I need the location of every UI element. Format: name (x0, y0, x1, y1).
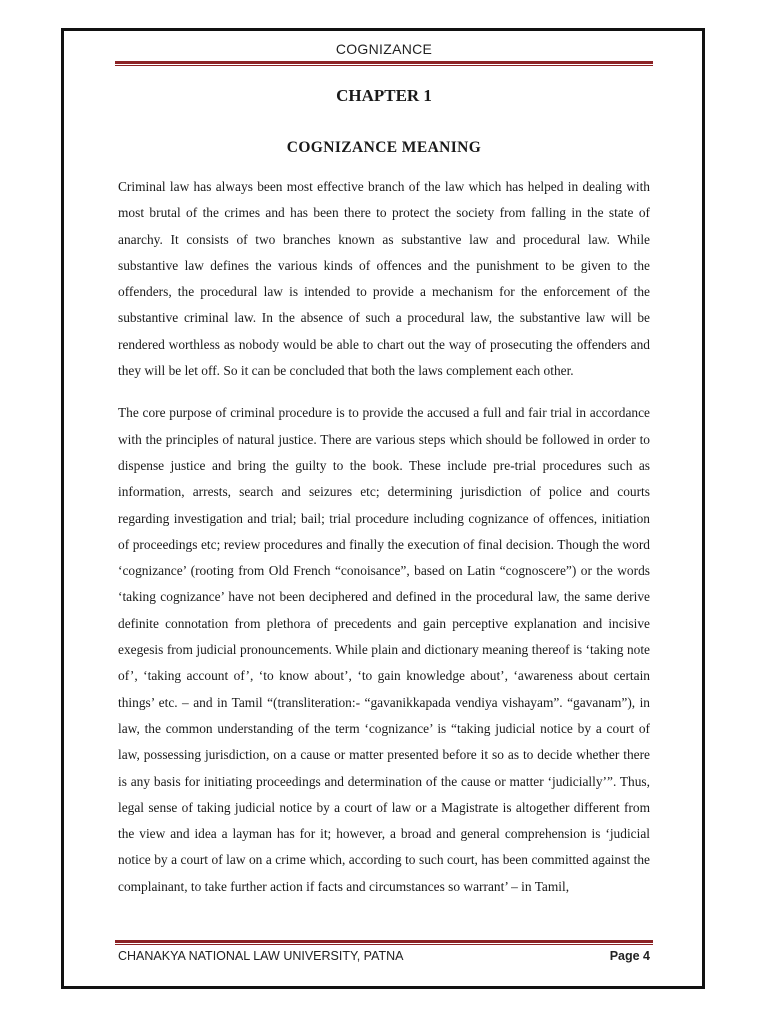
footer-rule (115, 940, 653, 945)
paragraph: The core purpose of criminal procedure is to provide the accused a full and fair trial in accordance with the principles of natural justice. There are various steps which should be followed in order to dispense justice and bring the guilty to the book. These include pre-trial procedures such as information, arrests, search and seizures etc; determining jurisdiction of police and courts regarding investigation and trial; bail; trial procedure including cognizance of offences, initiation of proceedings etc; review procedures and finally the execution of final decision. Though the word ‘cognizance’ (rooting from Old French “conoisance”, based on Latin “cognoscere”) or the words ‘taking cognizance’ have not been deciphered and defined in the procedural law, the same derive definite connotation from plethora of precedents and gain perceptive explanation and incisive exegesis from judicial pronouncements. While plain and dictionary meaning thereof is ‘taking note of’, ‘taking account of’, ‘to know about’, ‘to gain knowledge about’, ‘awareness about certain things’ etc. – and in Tamil “(transliteration:- “gavanikkapada vendiya vishayam”. “gavanam”), in law, the common understanding of the term ‘cognizance’ is “taking judicial notice by a court of law, possessing jurisdiction, on a cause or matter presented before it so as to decide whether there is any basis for initiating proceedings and determination of the cause or matter ‘judicially’”. Thus, legal sense of taking judicial notice by a court of law or a Magistrate is altogether different from the view and idea a layman has for it; however, a broad and general comprehension is ‘judicial notice by a court of law on a crime which, according to such court, has been committed against the complainant, to take further action if facts and circumstances so warrant’ – in Tamil, (118, 405, 650, 894)
paragraph: Criminal law has always been most effective branch of the law which has helped in dealing with most brutal of the crimes and has been there to protect the society from falling in the state of anarchy. It consists of two branches known as substantive law and procedural law. While substantive law defines the various kinds of offences and the punishment to be given to the offenders, the procedural law is intended to provide a mechanism for the enforcement of the substantive criminal law. In the absence of such a procedural law, the substantive law will be rendered worthless as nobody would be able to chart out the way of prosecuting the offenders and they will be let off. So it can be concluded that both the laws complement each other. (118, 179, 650, 379)
running-header: COGNIZANCE (335, 41, 433, 57)
footer-institution: CHANAKYA NATIONAL LAW UNIVERSITY, PATNA (118, 949, 404, 963)
page-number: Page 4 (609, 949, 650, 963)
section-title: COGNIZANCE MEANING (286, 139, 482, 156)
header-rule (115, 61, 653, 66)
chapter-heading: CHAPTER 1 (336, 86, 432, 105)
body-text (118, 174, 650, 916)
